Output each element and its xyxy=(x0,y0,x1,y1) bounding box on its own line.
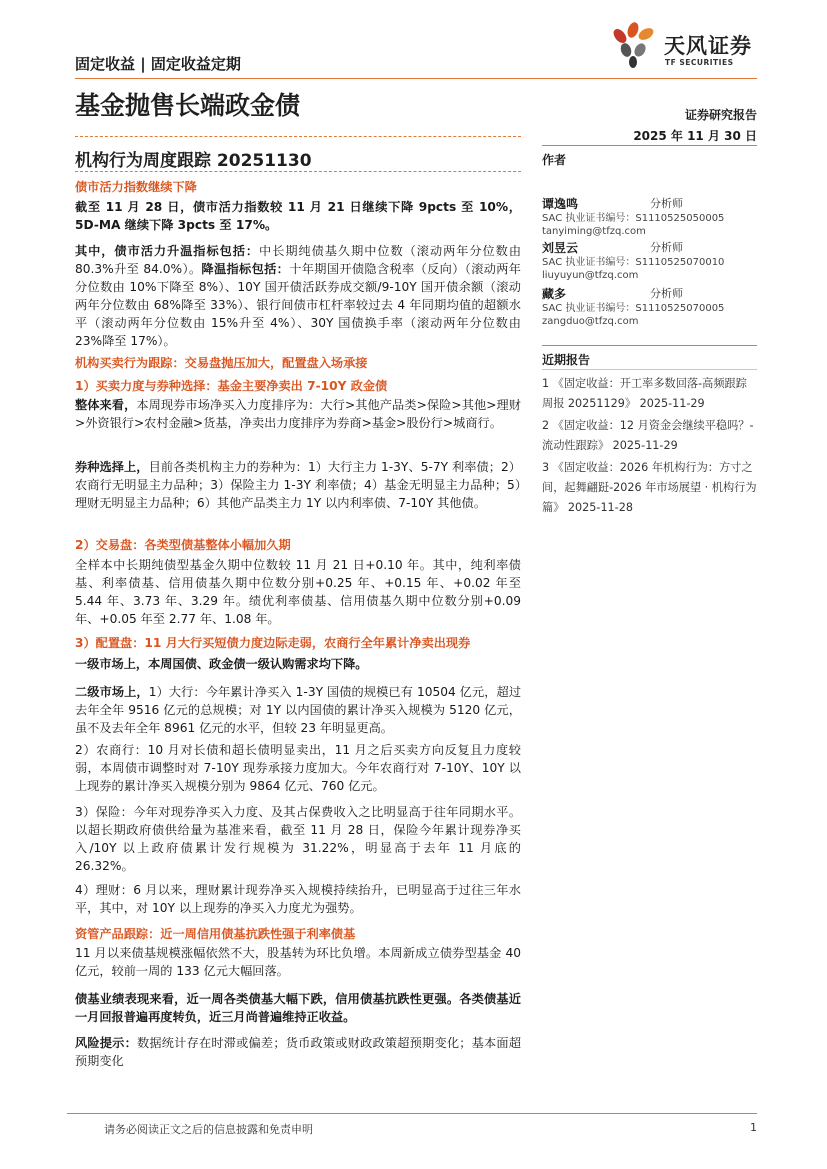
logo-en: TF SECURITIES xyxy=(665,58,734,67)
header-rule xyxy=(75,78,757,79)
bond-type-lead: 券种选择上， xyxy=(75,460,149,474)
footer-disclaimer: 请务必阅读正文之后的信息披露和免责申明 xyxy=(104,1123,313,1136)
author-1 xyxy=(542,195,757,238)
warming-lead: 其中，债市活力升温指标包括： xyxy=(75,244,260,258)
recent-label: 近期报告 xyxy=(542,353,591,367)
risk-text: 数据统计存在时滞或偏差；货币政策或财政政策超预期变化；基本面超预期变化 xyxy=(75,1036,522,1068)
author-email[interactable]: tanyiming@tfzq.com xyxy=(542,226,646,237)
footer-rule xyxy=(67,1113,757,1114)
recent-report-3[interactable]: 3 《固定收益：2026 年机构行为：方寸之间，起舞翩跹-2026 年市场展望 · 机构行为篇》 2025-11-28 xyxy=(542,461,757,514)
recent-rule xyxy=(542,369,757,370)
page-title: 基金抛售长端政金债 xyxy=(75,91,301,120)
overall-lead: 整体来看， xyxy=(75,398,137,412)
fund-performance-paragraph: 债基业绩表现来看，近一周各类债基大幅下跌，信用债基抗跌性更强。各类债基近一月回报普遍再度转负，近三月尚普遍维持正收益。 xyxy=(75,992,521,1024)
fund-size-paragraph: 11 月以来债基规模涨幅依然不大，股基转为环比负增。本周新成立债券型基金 40 亿元，较前一周的 133 亿元大幅回落。 xyxy=(75,946,521,978)
bond-type-paragraph xyxy=(75,458,521,512)
report-date: 2025 年 11 月 30 日 xyxy=(633,129,757,143)
secondary-text: 1）大行：今年累计净买入 1-3Y 国债的规模已有 10504 亿元，超过去年全年 9516 亿元的总规模；对 1Y 以内国债的累计净买入规模为 5120 亿元，虽不及去年全年 8961 亿元的水平，但较 23 年明显更高。 xyxy=(75,685,522,735)
report-type: 证券研究报告 xyxy=(684,108,757,122)
author-cert: SAC 执业证书编号：S1110525070010 xyxy=(542,257,725,268)
subsection-title-3: 3）配置盘：11 月大行买短债力度边际走弱，农商行全年累计净卖出现券 xyxy=(75,636,471,650)
tf-logo xyxy=(608,18,758,70)
title-rule xyxy=(75,136,521,137)
right-rule-1 xyxy=(542,145,757,146)
author-name: 藏多 xyxy=(542,287,567,301)
insurance-paragraph: 3）保险：今年对现券净买入力度、及其占保费收入之比明显高于往年同期水平。以超长期政府债供给量为基准来看，截至 11 月 28 日，保险今年累计现券净买入/10Y 以上政府债累计发行规模为 31.22%，明显高于去年 11 月底的 26.32%。 xyxy=(75,805,521,873)
primary-market-paragraph: 一级市场上，本周国债、政金债一级认购需求均下降。 xyxy=(75,657,368,671)
risk-lead: 风险提示： xyxy=(75,1036,137,1050)
rural-banks-paragraph: 2）农商行：10 月对长债和超长债明显卖出，11 月之后买卖方向反复且力度较弱，本周债市调整时对 7-10Y 现券承接力度加大。今年农商行对 7-10Y、10Y 以上现券的累计净买入规模分别为 9864 亿元、760 亿元。 xyxy=(75,743,521,793)
secondary-big-banks xyxy=(75,683,521,737)
warming-text: 中长期纯债基久期中位数（滚动两年分位数由 80.3%升至 84.0%）。 xyxy=(75,244,522,276)
author-2 xyxy=(542,239,757,282)
author-email[interactable]: liuyuyun@tfzq.com xyxy=(542,270,639,281)
wealth-mgmt-paragraph: 4）理财：6 月以来，理财累计现券净买入规模持续抬升，已明显高于过往三年水平，其中，对 10Y 以上现券的净买入力度尤为强势。 xyxy=(75,883,521,915)
author-role: 分析师 xyxy=(650,241,683,254)
duration-paragraph: 全样本中长期纯债型基金久期中位数较 11 月 21 日+0.10 年。其中，纯利率债基、利率债基、信用债基久期中位数分别+0.25 年、+0.15 年、+0.02 年至 5.44 年、3.73 年、3.29 年。绩优利率债基、信用债基久期中位数分别+0.09 年、+0.05 年至 2.77 年、1.08 年。 xyxy=(75,558,521,626)
recent-report-2[interactable]: 2 《固定收益：12 月资金会继续平稳吗？-流动性跟踪》 2025-11-29 xyxy=(542,419,754,452)
author-cert: SAC 执业证书编号：S1110525070005 xyxy=(542,303,725,314)
vitality-detail xyxy=(75,242,521,350)
subtitle-rule xyxy=(75,171,521,172)
section-title-asset-mgmt: 资管产品跟踪：近一周信用债基抗跌性强于利率债基 xyxy=(75,927,356,941)
overall-paragraph xyxy=(75,396,521,432)
author-email[interactable]: zangduo@tfzq.com xyxy=(542,316,639,327)
page-subtitle: 机构行为周度跟踪 20251130 xyxy=(75,151,312,171)
recent-report-1[interactable]: 1 《固定收益：开工率多数回落-高频跟踪周报 20251129》 2025-11-29 xyxy=(542,377,747,410)
subsection-title-1: 1）买卖力度与券种选择：基金主要净卖出 7-10Y 政金债 xyxy=(75,379,388,393)
author-role: 分析师 xyxy=(650,287,683,300)
subsection-title-2: 2）交易盘：各类型债基整体小幅加久期 xyxy=(75,538,291,552)
author-role: 分析师 xyxy=(650,197,683,210)
authors-label: 作者 xyxy=(542,153,567,167)
vitality-summary: 截至 11 月 28 日，债市活力指数较 11 月 21 日继续下降 9pcts 至 10%，5D-MA 继续下降 3pcts 至 17%。 xyxy=(75,200,521,232)
logo-cn: 天风证券 xyxy=(664,34,752,58)
author-name: 刘昱云 xyxy=(542,241,579,255)
author-3 xyxy=(542,285,757,328)
cooling-lead: 降温指标包括： xyxy=(201,262,290,276)
overall-text: 本周现券市场净买入力度排序为：大行>其他产品类>保险>其他>理财>外资银行>农村金融>货基，净卖出力度排序为券商>基金>股份行>城商行。 xyxy=(75,398,521,430)
tf-logo-icon xyxy=(608,20,658,70)
header-category: 固定收益 | 固定收益定期 xyxy=(75,55,241,73)
right-rule-2 xyxy=(542,345,757,346)
page-number: 1 xyxy=(750,1121,757,1134)
cooling-text: 十年期国开债隐含税率（反向）（滚动两年分位数由 10%下降至 8%）、10Y 国开债活跃券成交额/9-10Y 国开债余额（滚动两年分位数由 68%降至 33%）、银行间债市杠杆率较过去 4 年同期均值的超额水平（滚动两年分位数由 15%升至 4%）、30Y 国债换手率（滚动两年分位数由 23%降至 17%）。 xyxy=(75,262,521,348)
secondary-lead: 二级市场上， xyxy=(75,685,149,699)
author-cert: SAC 执业证书编号：S1110525050005 xyxy=(542,213,725,224)
author-name: 谭逸鸣 xyxy=(542,197,579,211)
bond-type-text: 目前各类机构主力的券种为：1）大行主力 1-3Y、5-7Y 利率债；2）农商行无明显主力品种；3）保险主力 1-3Y 利率债；4）基金无明显主力品种；5）理财无明显主力品种；6）其他产品类主力 1Y 以内利率债、7-10Y 其他债。 xyxy=(75,460,521,510)
section-title-institutions: 机构买卖行为跟踪：交易盘抛压加大，配置盘入场承接 xyxy=(75,356,368,370)
section-title-vitality: 债市活力指数继续下降 xyxy=(75,180,197,194)
risk-paragraph xyxy=(75,1034,521,1070)
